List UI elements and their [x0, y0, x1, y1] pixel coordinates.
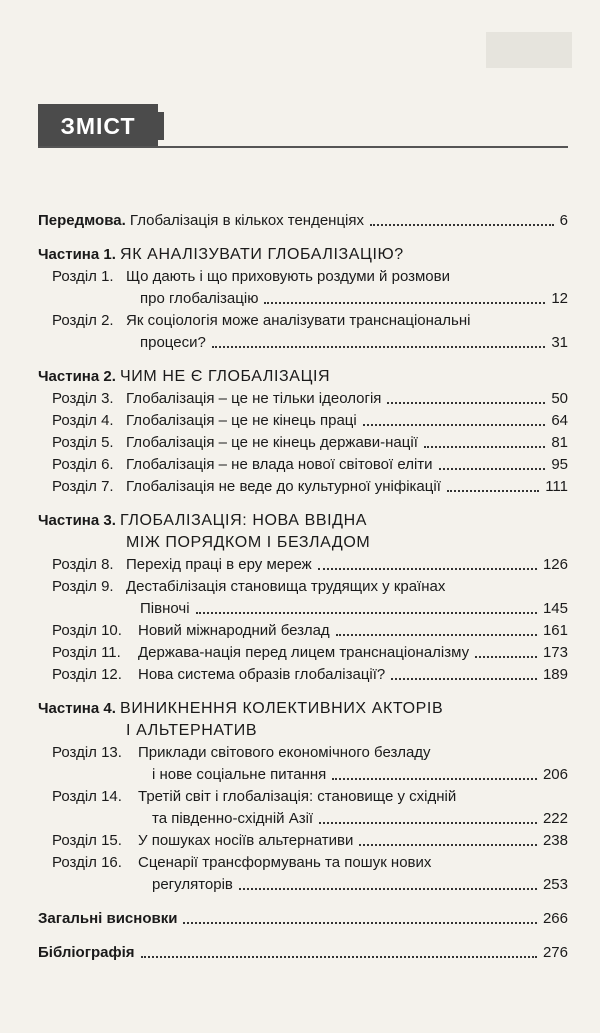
leader-dots: [391, 678, 537, 680]
leader-dots: [319, 822, 537, 824]
page-number: 266: [542, 910, 568, 927]
section-label: Розділ 11.: [52, 644, 121, 661]
section-label: Розділ 7.: [52, 478, 114, 495]
preface-title: Глобалізація в кількох тенденціях: [129, 212, 364, 229]
leader-dots: [363, 424, 546, 426]
toc-preface[interactable]: [38, 210, 568, 232]
toc-part-3[interactable]: [38, 510, 568, 554]
part-title-line: МІЖ ПОРЯДКОМ І БЕЗЛАДОМ: [126, 534, 371, 551]
section-label: Розділ 13.: [52, 744, 122, 761]
leader-dots: [141, 956, 537, 958]
bibliography-label: Бібліографія: [38, 944, 135, 961]
toc-part-2[interactable]: [38, 366, 568, 388]
section-title-line: Перехід праці в еру мереж: [126, 556, 312, 573]
page-number: 238: [542, 832, 568, 849]
page-number: 12: [551, 290, 568, 307]
leader-dots: [239, 888, 537, 890]
section-title-line: Сценарії трансформувань та пошук нових: [138, 854, 432, 871]
section-title-line: У пошуках носіїв альтернативи: [138, 832, 354, 849]
toc-section-11[interactable]: [38, 642, 568, 664]
page-number: 253: [542, 876, 568, 893]
toc-conclusions[interactable]: [38, 908, 568, 930]
toc-section-12[interactable]: [38, 664, 568, 686]
part-label: Частина 2.: [38, 368, 116, 385]
page-number: 50: [551, 390, 568, 407]
toc-section-13[interactable]: [38, 742, 568, 786]
part-title-line: ГЛОБАЛІЗАЦІЯ: НОВА ВВІДНА: [120, 512, 368, 529]
page-number: 161: [542, 622, 568, 639]
section-label: Розділ 8.: [52, 556, 114, 573]
section-title-line: регуляторів: [152, 876, 233, 893]
leader-dots: [318, 568, 537, 570]
section-label: Розділ 2.: [52, 312, 114, 329]
part-label: Частина 1.: [38, 246, 116, 263]
leader-dots: [332, 778, 537, 780]
page-number: 31: [551, 334, 568, 351]
toc-section-10[interactable]: [38, 620, 568, 642]
page-number: 6: [559, 212, 568, 229]
leader-dots: [196, 612, 537, 614]
leader-dots: [336, 634, 537, 636]
section-title-line: Глобалізація не веде до культурної уніфікації: [126, 478, 441, 495]
toc-section-4[interactable]: [38, 410, 568, 432]
section-label: Розділ 9.: [52, 578, 114, 595]
leader-dots: [475, 656, 537, 658]
leader-dots: [264, 302, 545, 304]
toc-section-6[interactable]: [38, 454, 568, 476]
section-title-line: Як соціологія може аналізувати транснаціональні: [126, 312, 471, 329]
toc-section-8[interactable]: [38, 554, 568, 576]
section-title-line: Дестабілізація становища трудящих у країнах: [126, 578, 446, 595]
toc-section-16[interactable]: [38, 852, 568, 896]
preface-label: Передмова.: [38, 212, 126, 229]
toc-section-15[interactable]: [38, 830, 568, 852]
section-title-line: про глобалізацію: [140, 290, 259, 307]
toc-section-2[interactable]: [38, 310, 568, 354]
part-label: Частина 3.: [38, 512, 116, 529]
section-title-line: Глобалізація – це не кінець держави-нації: [126, 434, 418, 451]
part-title: ЧИМ НЕ Є ГЛОБАЛІЗАЦІЯ: [120, 368, 331, 385]
page-number: 206: [542, 766, 568, 783]
toc-part-4[interactable]: [38, 698, 568, 742]
page-number: 64: [551, 412, 568, 429]
conclusions-label: Загальні висновки: [38, 910, 178, 927]
section-title-line: Що дають і що приховують роздуми й розмови: [126, 268, 451, 285]
section-label: Розділ 10.: [52, 622, 122, 639]
section-label: Розділ 6.: [52, 456, 114, 473]
page-number: 222: [542, 810, 568, 827]
table-of-contents: [38, 210, 568, 964]
header-tab: [158, 112, 164, 140]
section-title-line: Приклади світового економічного безладу: [138, 744, 431, 761]
part-title-line: ВИНИКНЕННЯ КОЛЕКТИВНИХ АКТОРІВ: [120, 700, 444, 717]
page-number: 276: [542, 944, 568, 961]
page-number: 95: [551, 456, 568, 473]
leader-dots: [370, 224, 554, 226]
page-number: 145: [542, 600, 568, 617]
part-label: Частина 4.: [38, 700, 116, 717]
section-title-line: Держава-нація перед лицем транснаціоналізму: [138, 644, 470, 661]
section-title-line: і нове соціальне питання: [152, 766, 327, 783]
section-label: Розділ 14.: [52, 788, 122, 805]
toc-section-7[interactable]: [38, 476, 568, 498]
section-label: Розділ 5.: [52, 434, 114, 451]
header-rule: [38, 146, 568, 148]
section-title-line: Глобалізація – це не тільки ідеологія: [126, 390, 382, 407]
part-title-line: І АЛЬТЕРНАТИВ: [126, 722, 258, 739]
contents-title: ЗМІСТ: [60, 112, 136, 139]
toc-section-14[interactable]: [38, 786, 568, 830]
section-label: Розділ 15.: [52, 832, 122, 849]
leader-dots: [212, 346, 546, 348]
page-number: 126: [542, 556, 568, 573]
page-number: 81: [551, 434, 568, 451]
section-title-line: Півночі: [140, 600, 190, 617]
section-title-line: Нова система образів глобалізації?: [138, 666, 386, 683]
contents-header: [38, 104, 158, 148]
section-title-line: Третій світ і глобалізація: становище у східній: [138, 788, 457, 805]
toc-section-5[interactable]: [38, 432, 568, 454]
toc-part-1[interactable]: [38, 244, 568, 266]
part-title: ЯК АНАЛІЗУВАТИ ГЛОБАЛІЗАЦІЮ?: [120, 246, 404, 263]
section-title-line: процеси?: [140, 334, 206, 351]
page-corner-shadow: [486, 32, 572, 68]
page-number: 111: [545, 478, 568, 495]
toc-section-1[interactable]: [38, 266, 568, 310]
section-label: Розділ 16.: [52, 854, 122, 871]
section-title-line: Новий міжнародний безлад: [138, 622, 330, 639]
leader-dots: [387, 402, 545, 404]
section-title-line: Глобалізація – це не кінець праці: [126, 412, 357, 429]
leader-dots: [447, 490, 539, 492]
leader-dots: [424, 446, 545, 448]
toc-section-9[interactable]: [38, 576, 568, 620]
section-title-line: та південно-східній Азії: [152, 810, 314, 827]
section-label: Розділ 1.: [52, 268, 114, 285]
leader-dots: [439, 468, 546, 470]
leader-dots: [183, 922, 537, 924]
section-title-line: Глобалізація – не влада нової світової еліти: [126, 456, 433, 473]
section-label: Розділ 4.: [52, 412, 114, 429]
section-label: Розділ 12.: [52, 666, 122, 683]
toc-section-3[interactable]: [38, 388, 568, 410]
toc-bibliography[interactable]: [38, 942, 568, 964]
section-label: Розділ 3.: [52, 390, 114, 407]
page-number: 173: [542, 644, 568, 661]
leader-dots: [359, 844, 537, 846]
page-number: 189: [542, 666, 568, 683]
